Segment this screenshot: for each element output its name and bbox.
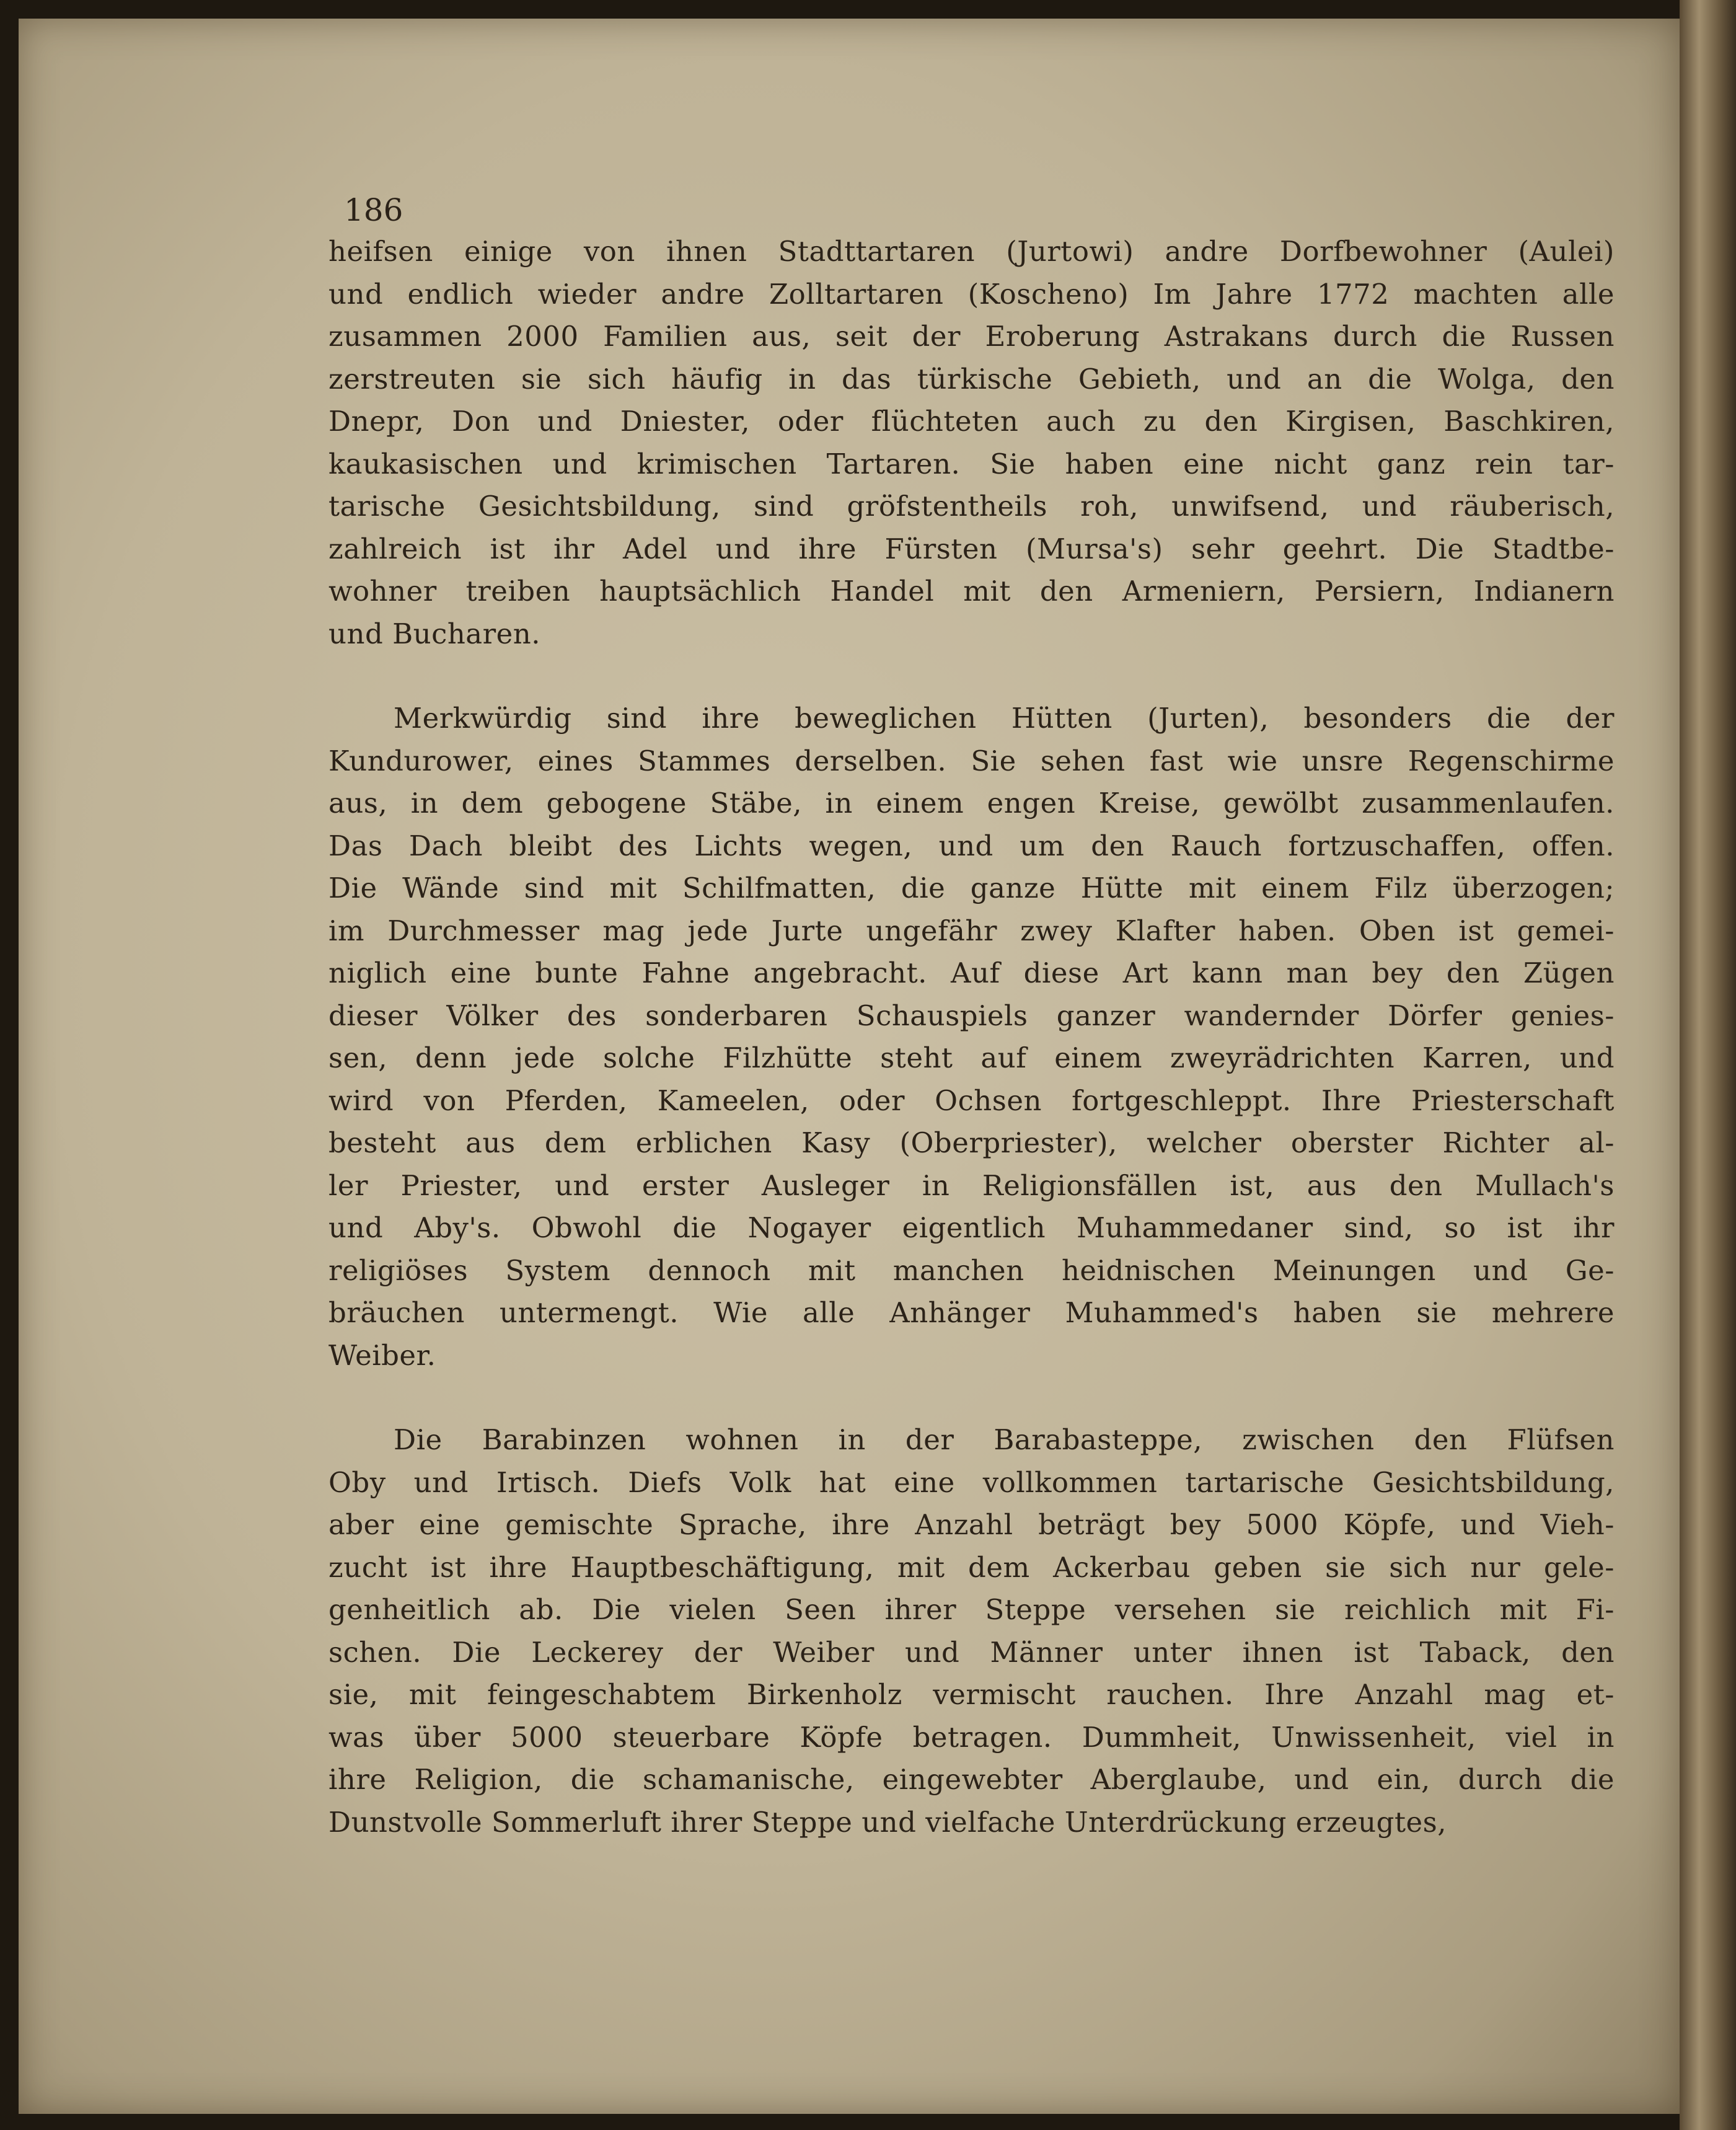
text-line: zusammen 2000 Familien aus, seit der Eroberung Astrakans durch die Russen	[328, 320, 1615, 353]
text-line: heifsen einige von ihnen Stadttartaren (Jurtowi) andre Dorfbewohner (Aulei)	[328, 235, 1615, 268]
text-line: zahlreich ist ihr Adel und ihre Fürsten (Mursa's) sehr geehrt. Die Stadtbe-	[328, 532, 1615, 565]
paragraph-gap	[328, 655, 1615, 697]
text-line: sen, denn jede solche Filzhütte steht auf einem zweyrädrichten Karren, und	[328, 1041, 1615, 1074]
text-line: Das Dach bleibt des Lichts wegen, und um den Rauch fortzuschaffen, offen.	[328, 829, 1615, 862]
text-line: Oby und Irtisch. Diefs Volk hat eine vollkommen tartarische Gesichtsbildung,	[328, 1465, 1615, 1499]
text-line: aber eine gemischte Sprache, ihre Anzahl beträgt bey 5000 Köpfe, und Vieh-	[328, 1508, 1615, 1541]
text-line: Die Wände sind mit Schilfmatten, die ganze Hütte mit einem Filz überzogen;	[328, 872, 1615, 904]
book-spine	[1680, 0, 1736, 2130]
text-line: wird von Pferden, Kameelen, oder Ochsen fortgeschleppt. Ihre Priesterschaft	[328, 1084, 1615, 1117]
text-line: kaukasischen und krimischen Tartaren. Sie haben eine nicht ganz rein tar-	[328, 447, 1615, 480]
text-line: aus, in dem gebogene Stäbe, in einem engen Kreise, gewölbt zusammenlaufen.	[328, 787, 1615, 820]
page-number: 186	[344, 192, 403, 228]
text-line: schen. Die Leckerey der Weiber und Männer unter ihnen ist Taback, den	[328, 1635, 1615, 1669]
text-line: bräuchen untermengt. Wie alle Anhänger Muhammed's haben sie mehrere	[328, 1296, 1615, 1329]
text-line: zucht ist ihre Hauptbeschäftigung, mit dem Ackerbau geben sie sich nur gele-	[328, 1550, 1615, 1584]
paragraph-gap	[328, 1377, 1615, 1419]
text-line: Dunstvolle Sommerluft ihrer Steppe und vielfache Unterdrückung erzeugtes,	[328, 1805, 1447, 1839]
text-line: und Aby's. Obwohl die Nogayer eigentlich Muhammedaner sind, so ist ihr	[328, 1211, 1615, 1244]
text-line: was über 5000 steuerbare Köpfe betragen. Dummheit, Unwissenheit, viel in	[328, 1720, 1615, 1754]
text-line: und endlich wieder andre Zolltartaren (Koscheno) Im Jahre 1772 machten alle	[328, 277, 1615, 311]
text-line: Kundurower, eines Stammes derselben. Sie sehen fast wie unsre Regenschirme	[328, 744, 1615, 777]
text-line: niglich eine bunte Fahne angebracht. Auf diese Art kann man bey den Zügen	[328, 957, 1615, 989]
body-text	[328, 231, 1615, 1844]
text-line: dieser Völker des sonderbaren Schauspiels ganzer wandernder Dörfer genies-	[328, 999, 1615, 1032]
text-line: Dnepr, Don und Dniester, oder flüchteten auch zu den Kirgisen, Baschkiren,	[328, 405, 1615, 438]
text-line: Die Barabinzen wohnen in der Barabasteppe, zwischen den Flüfsen	[394, 1423, 1615, 1456]
text-line: besteht aus dem erblichen Kasy (Oberpriester), welcher oberster Richter al-	[328, 1126, 1615, 1159]
text-line: genheitlich ab. Die vielen Seen ihrer Steppe versehen sie reichlich mit Fi-	[328, 1593, 1615, 1626]
text-line: Merkwürdig sind ihre beweglichen Hütten (Jurten), besonders die der	[394, 702, 1615, 735]
text-line: und Bucharen.	[328, 617, 541, 650]
text-line: sie, mit feingeschabtem Birkenholz vermischt rauchen. Ihre Anzahl mag et-	[328, 1678, 1615, 1711]
text-line: zerstreuten sie sich häufig in das türkische Gebieth, und an die Wolga, den	[328, 362, 1615, 396]
text-line: tarische Gesichtsbildung, sind gröfstentheils roh, unwifsend, und räuberisch,	[328, 490, 1615, 523]
text-line: ler Priester, und erster Ausleger in Religionsfällen ist, aus den Mullach's	[328, 1169, 1615, 1202]
paragraph	[328, 231, 1615, 655]
text-line: wohner treiben hauptsächlich Handel mit den Armeniern, Persiern, Indianern	[328, 575, 1615, 608]
paragraph	[328, 697, 1615, 1377]
text-line: Weiber.	[328, 1338, 436, 1372]
text-line: religiöses System dennoch mit manchen heidnischen Meinungen und Ge-	[328, 1253, 1615, 1287]
paragraph	[328, 1419, 1615, 1844]
text-line: im Durchmesser mag jede Jurte ungefähr zwey Klafter haben. Oben ist gemei-	[328, 914, 1615, 947]
text-line: ihre Religion, die schamanische, eingewebter Aberglaube, und ein, durch die	[328, 1763, 1615, 1796]
